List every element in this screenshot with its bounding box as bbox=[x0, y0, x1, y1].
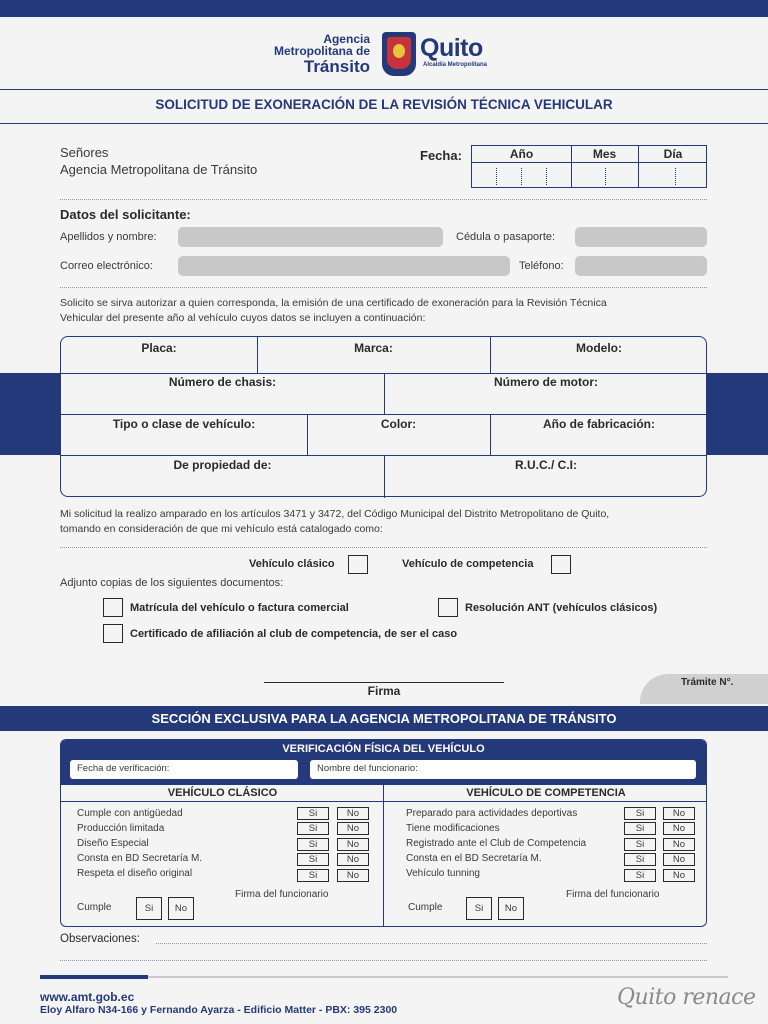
classic-complies-label: Cumple bbox=[77, 902, 112, 913]
classic-column-head: VEHÍCULO CLÁSICO bbox=[61, 785, 384, 802]
classic-item: Respeta el diseño original bbox=[77, 868, 193, 879]
request-text-2: Vehicular del presente año al vehículo cuyos datos se incluyen a continuación: bbox=[60, 312, 426, 324]
date-box[interactable] bbox=[471, 145, 707, 188]
alcaldia-text: Alcaldía Metropolitana bbox=[423, 62, 488, 68]
name-field[interactable] bbox=[178, 227, 443, 247]
attach-heading: Adjunto copias de los siguientes documentos: bbox=[60, 577, 284, 589]
footer-address: Eloy Alfaro N34-166 y Fernando Ayarza - Edificio Matter - PBX: 395 2300 bbox=[40, 1004, 398, 1016]
divider bbox=[60, 199, 707, 200]
classic-complies-no[interactable]: No bbox=[168, 897, 194, 920]
classic-complies-yes[interactable]: Si bbox=[136, 897, 162, 920]
doc1-checkbox[interactable] bbox=[103, 598, 123, 617]
applicant-heading: Datos del solicitante: bbox=[60, 207, 191, 222]
form-title: SOLICITUD DE EXONERACIÓN DE LA REVISIÓN TÉCNICA VEHICULAR bbox=[155, 97, 613, 112]
competition-column-head: VEHÍCULO DE COMPETENCIA bbox=[384, 785, 707, 802]
competition-item: Vehículo tunning bbox=[406, 868, 480, 879]
legal-text-2: tomando en consideración de que mi vehículo está catalogado como: bbox=[60, 523, 383, 535]
classic-checkbox[interactable] bbox=[348, 555, 368, 574]
competition-complies-label: Cumple bbox=[408, 902, 443, 913]
competition-item: Tiene modificaciones bbox=[406, 823, 500, 834]
classic-no-box[interactable]: No bbox=[337, 869, 369, 882]
divider bbox=[60, 287, 707, 288]
id-label: Cédula o pasaporte: bbox=[456, 231, 556, 243]
classic-yes-box[interactable]: Si bbox=[297, 853, 329, 866]
competition-no-box[interactable]: No bbox=[663, 853, 695, 866]
footer-accent-bar bbox=[40, 975, 148, 979]
quito-logo-text: Quito bbox=[420, 34, 483, 62]
date-month-header: Mes bbox=[592, 147, 617, 161]
engine-cell[interactable]: Número de motor: bbox=[493, 375, 598, 389]
doc3-checkbox[interactable] bbox=[103, 624, 123, 643]
top-brand-bar bbox=[0, 0, 768, 17]
signature-line[interactable] bbox=[264, 682, 504, 683]
competition-yes-box[interactable]: Si bbox=[624, 807, 656, 820]
year-cell[interactable]: Año de fabricación: bbox=[542, 417, 655, 431]
classic-signature-label: Firma del funcionario bbox=[235, 889, 329, 900]
signature-label: Firma bbox=[367, 684, 401, 698]
observations-line[interactable] bbox=[60, 960, 707, 961]
title-bottom-rule bbox=[0, 123, 768, 124]
classic-no-box[interactable]: No bbox=[337, 807, 369, 820]
date-day-header: Día bbox=[663, 147, 683, 161]
classic-no-box[interactable]: No bbox=[337, 838, 369, 851]
logo-line-2: Metropolitana de bbox=[273, 44, 370, 58]
logo-line-3: Tránsito bbox=[303, 57, 370, 76]
doc2-checkbox[interactable] bbox=[438, 598, 458, 617]
verification-panel bbox=[60, 739, 707, 927]
classic-item: Diseño Especial bbox=[77, 838, 149, 849]
chassis-cell[interactable]: Número de chasis: bbox=[168, 375, 277, 389]
competition-yes-box[interactable]: Si bbox=[624, 853, 656, 866]
email-field[interactable] bbox=[178, 256, 510, 276]
date-year-header: Año bbox=[509, 147, 534, 161]
doc3-label: Certificado de afiliación al club de competencia, de ser el caso bbox=[130, 628, 458, 640]
classic-label: Vehículo clásico bbox=[249, 558, 335, 570]
footer-rule bbox=[148, 976, 728, 978]
competition-item: Registrado ante el Club de Competencia bbox=[406, 838, 587, 849]
owner-cell[interactable]: De propiedad de: bbox=[173, 458, 272, 472]
classic-no-box[interactable]: No bbox=[337, 822, 369, 835]
request-text-1: Solicito se sirva autorizar a quien corresponda, la emisión de una certificado de exoneración para la Revisión Técnica bbox=[60, 297, 607, 309]
recipient-line-2: Agencia Metropolitana de Tránsito bbox=[60, 162, 258, 177]
competition-yes-box[interactable]: Si bbox=[624, 822, 656, 835]
phone-label: Teléfono: bbox=[519, 260, 564, 272]
doc2-label: Resolución ANT (vehículos clásicos) bbox=[465, 602, 658, 614]
competition-signature-label: Firma del funcionario bbox=[566, 889, 660, 900]
tramite-label: Trámite N°. bbox=[681, 677, 734, 688]
classic-item: Producción limitada bbox=[77, 823, 165, 834]
competition-checkbox[interactable] bbox=[551, 555, 571, 574]
brand-cell[interactable]: Marca: bbox=[354, 341, 393, 355]
phone-field[interactable] bbox=[575, 256, 707, 276]
type-cell[interactable]: Tipo o clase de vehículo: bbox=[112, 417, 256, 431]
divider bbox=[60, 547, 707, 548]
quito-renace-slogan: Quito renace bbox=[617, 985, 756, 1010]
logo-line-1: Agencia bbox=[323, 32, 370, 46]
classic-yes-box[interactable]: Si bbox=[297, 838, 329, 851]
competition-yes-box[interactable]: Si bbox=[624, 838, 656, 851]
competition-no-box[interactable]: No bbox=[663, 869, 695, 882]
competition-no-box[interactable]: No bbox=[663, 822, 695, 835]
verification-date-field[interactable]: Fecha de verificación: bbox=[70, 760, 298, 779]
color-cell[interactable]: Color: bbox=[380, 417, 417, 431]
model-cell[interactable]: Modelo: bbox=[576, 341, 622, 355]
recipient-line-1: Señores bbox=[60, 145, 109, 160]
legal-text-1: Mi solicitud la realizo amparado en los artículos 3471 y 3472, del Código Municipal del Distrito Metropolitano de Quito, bbox=[60, 508, 610, 520]
footer-url[interactable]: www.amt.gob.ec bbox=[40, 990, 135, 1004]
plate-cell[interactable]: Placa: bbox=[141, 341, 177, 355]
official-name-field[interactable]: Nombre del funcionario: bbox=[310, 760, 696, 779]
email-label: Correo electrónico: bbox=[60, 260, 153, 272]
amt-logo bbox=[250, 33, 370, 76]
observations-line[interactable] bbox=[156, 943, 707, 944]
competition-complies-yes[interactable]: Si bbox=[466, 897, 492, 920]
classic-yes-box[interactable]: Si bbox=[297, 807, 329, 820]
doc1-label: Matrícula del vehículo o factura comercial bbox=[130, 602, 349, 614]
name-label: Apellidos y nombre: bbox=[60, 231, 157, 243]
verification-title: VERIFICACIÓN FÍSICA DEL VEHÍCULO bbox=[282, 743, 485, 755]
competition-label: Vehículo de competencia bbox=[402, 558, 534, 570]
competition-no-box[interactable]: No bbox=[663, 807, 695, 820]
competition-yes-box[interactable]: Si bbox=[624, 869, 656, 882]
competition-item: Preparado para actividades deportivas bbox=[406, 808, 578, 819]
competition-complies-no[interactable]: No bbox=[498, 897, 524, 920]
title-top-rule bbox=[0, 89, 768, 90]
classic-yes-box[interactable]: Si bbox=[297, 869, 329, 882]
classic-item: Cumple con antigüedad bbox=[77, 808, 183, 819]
classic-yes-box[interactable]: Si bbox=[297, 822, 329, 835]
date-label: Fecha: bbox=[420, 148, 462, 163]
classic-no-box[interactable]: No bbox=[337, 853, 369, 866]
ruc-cell[interactable]: R.U.C./ C.I: bbox=[515, 458, 577, 472]
observations-label: Observaciones: bbox=[60, 933, 140, 945]
shield-emblem-icon bbox=[393, 44, 405, 58]
vehicle-data-table bbox=[60, 336, 707, 497]
id-field[interactable] bbox=[575, 227, 707, 247]
competition-no-box[interactable]: No bbox=[663, 838, 695, 851]
competition-item: Consta en el BD Secretaría M. bbox=[406, 853, 542, 864]
exclusive-section-bar: SECCIÓN EXCLUSIVA PARA LA AGENCIA METROPOLITANA DE TRÁNSITO bbox=[0, 706, 768, 731]
classic-item: Consta en BD Secretaría M. bbox=[77, 853, 203, 864]
